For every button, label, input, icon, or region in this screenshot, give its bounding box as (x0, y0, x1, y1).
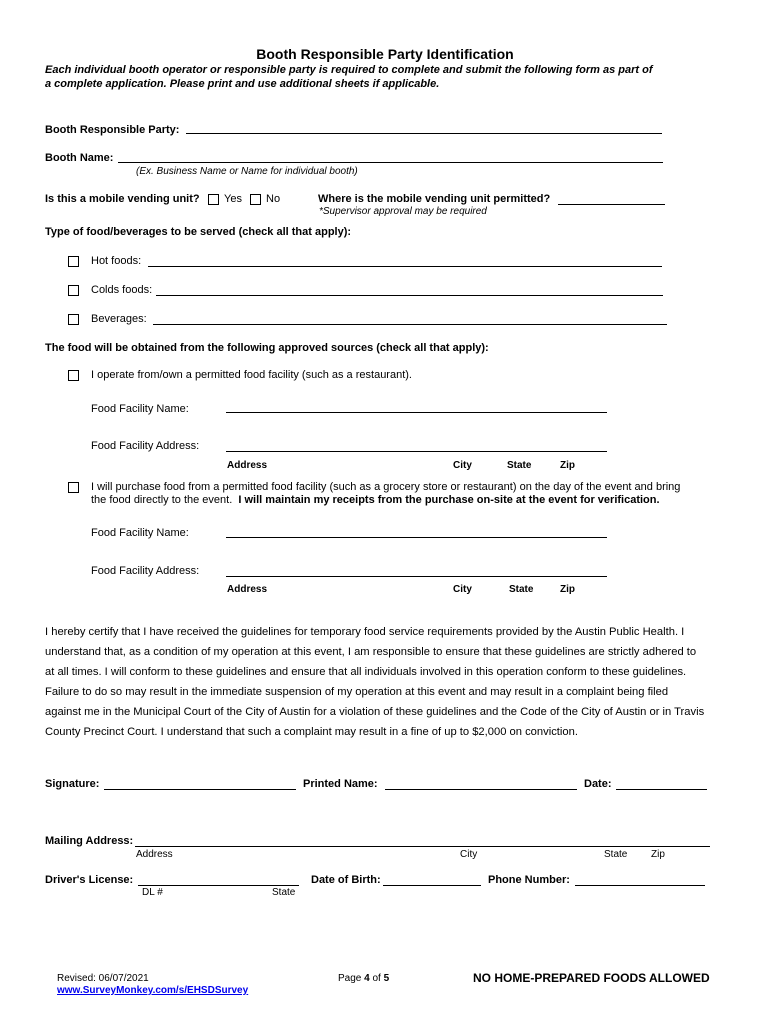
survey-link-wrap (57, 985, 248, 996)
signature-field[interactable] (104, 789, 296, 790)
date-field[interactable] (616, 789, 707, 790)
cold-foods-checkbox[interactable] (68, 285, 79, 296)
option1-checkbox[interactable] (68, 370, 79, 381)
facility2-city-sub: City (453, 584, 472, 595)
survey-link[interactable]: www.SurveyMonkey.com/s/EHSDSurvey (57, 985, 249, 996)
booth-party-field[interactable] (186, 133, 662, 134)
beverages-checkbox[interactable] (68, 314, 79, 325)
mailing-state-sub: State (604, 849, 628, 860)
mailing-zip-sub: Zip (651, 849, 665, 860)
facility1-address-field[interactable] (226, 451, 607, 452)
mailing-address-sub: Address (136, 849, 173, 860)
option2-line-2b: I will maintain my receipts from the purchase on-site at the event for verification. (238, 494, 660, 506)
facility1-state-sub: State (507, 460, 532, 471)
no-checkbox[interactable] (250, 194, 261, 205)
printed-name-label: Printed Name: (303, 778, 378, 790)
supervisor-note: *Supervisor approval may be required (319, 206, 487, 217)
certification-text: I hereby certify that I have received the guidelines for temporary food service requirements provided by the Austin Public Health. I understand that, as a condition of my operation at this event, I am responsible to ensure that these guidelines are strictly adhered to at all times. I will conform to these guidelines and ensure that all individuals involved in this operation conform to these guidelines. Failure to do so may result in the immediate suspension of my operation at this event and may result in a complaint being filed against me in the Municipal Court of the City of Austin for a violation of these guidelines and the Code of the City of Austin or in Travis County Precinct Court. I understand that such a complaint may result in a fine of up to $2,000 on conviction. (45, 626, 705, 739)
facility1-zip-sub: Zip (560, 460, 575, 471)
printed-name-field[interactable] (385, 789, 577, 790)
booth-party-label: Booth Responsible Party: (45, 124, 180, 136)
mailing-field[interactable] (135, 846, 710, 847)
option2-line-2a: the food directly to the event. (91, 494, 233, 506)
dob-field[interactable] (383, 885, 481, 886)
page-total: 5 (383, 973, 390, 984)
option2-checkbox[interactable] (68, 482, 79, 493)
date-label: Date: (584, 778, 612, 790)
facility1-address-sub: Address (227, 460, 268, 471)
beverages-field[interactable] (153, 324, 667, 325)
license-field[interactable] (138, 885, 299, 886)
facility2-address-sub: Address (227, 584, 268, 595)
license-label: Driver's License: (45, 874, 134, 886)
facility1-address-label: Food Facility Address: (91, 440, 200, 452)
booth-name-hint: (Ex. Business Name or Name for individual booth) (136, 166, 358, 177)
facility1-name-label: Food Facility Name: (91, 403, 189, 415)
revised-date: Revised: 06/07/2021 (57, 973, 149, 984)
page-title: Booth Responsible Party Identification (256, 46, 514, 62)
mailing-label: Mailing Address: (45, 835, 134, 847)
page-number (338, 973, 389, 984)
phone-field[interactable] (575, 885, 705, 886)
mailing-city-sub: City (460, 849, 478, 860)
food-type-heading: Type of food/beverages to be served (check all that apply): (45, 226, 352, 238)
hot-foods-field[interactable] (148, 266, 662, 267)
hot-foods-label: Hot foods: (91, 255, 142, 267)
option2-line-1: I will purchase food from a permitted food facility (such as a grocery store or restaurant) on the day of the event and bring (91, 481, 681, 493)
option2-line-2 (91, 494, 660, 506)
facility1-city-sub: City (453, 460, 472, 471)
mobile-permitted-label: Where is the mobile vending unit permitted? (318, 193, 551, 205)
footer-notice: NO HOME-PREPARED FOODS ALLOWED (473, 971, 710, 985)
option1-text: I operate from/own a permitted food facility (such as a restaurant). (91, 369, 412, 381)
beverages-label: Beverages: (91, 313, 147, 325)
facility2-address-field[interactable] (226, 576, 607, 577)
mobile-question: Is this a mobile vending unit? (45, 193, 200, 205)
facility2-address-label: Food Facility Address: (91, 565, 200, 577)
yes-label: Yes (224, 193, 242, 205)
page-of: of (369, 973, 384, 984)
page-prefix: Page (338, 973, 365, 984)
booth-name-label: Booth Name: (45, 152, 114, 164)
booth-name-field[interactable] (118, 162, 663, 163)
dl-sub: DL # (142, 887, 163, 898)
facility2-name-field[interactable] (226, 537, 607, 538)
intro-line-2: a complete application. Please print and use additional sheets if applicable. (45, 78, 440, 90)
dob-label: Date of Birth: (311, 874, 381, 886)
mobile-permitted-field[interactable] (558, 204, 665, 205)
facility1-name-field[interactable] (226, 412, 607, 413)
sources-heading: The food will be obtained from the following approved sources (check all that apply): (45, 342, 489, 354)
dl-state-sub: State (272, 887, 296, 898)
facility2-zip-sub: Zip (560, 584, 575, 595)
cold-foods-label: Colds foods: (91, 284, 153, 296)
hot-foods-checkbox[interactable] (68, 256, 79, 267)
phone-label: Phone Number: (488, 874, 570, 886)
yes-checkbox[interactable] (208, 194, 219, 205)
no-label: No (266, 193, 281, 205)
facility2-state-sub: State (509, 584, 534, 595)
signature-label: Signature: (45, 778, 100, 790)
facility2-name-label: Food Facility Name: (91, 527, 189, 539)
page-current: 4 (364, 973, 370, 984)
intro-line-1: Each individual booth operator or responsible party is required to complete and submit the following form as part of (45, 64, 653, 76)
cold-foods-field[interactable] (156, 295, 663, 296)
